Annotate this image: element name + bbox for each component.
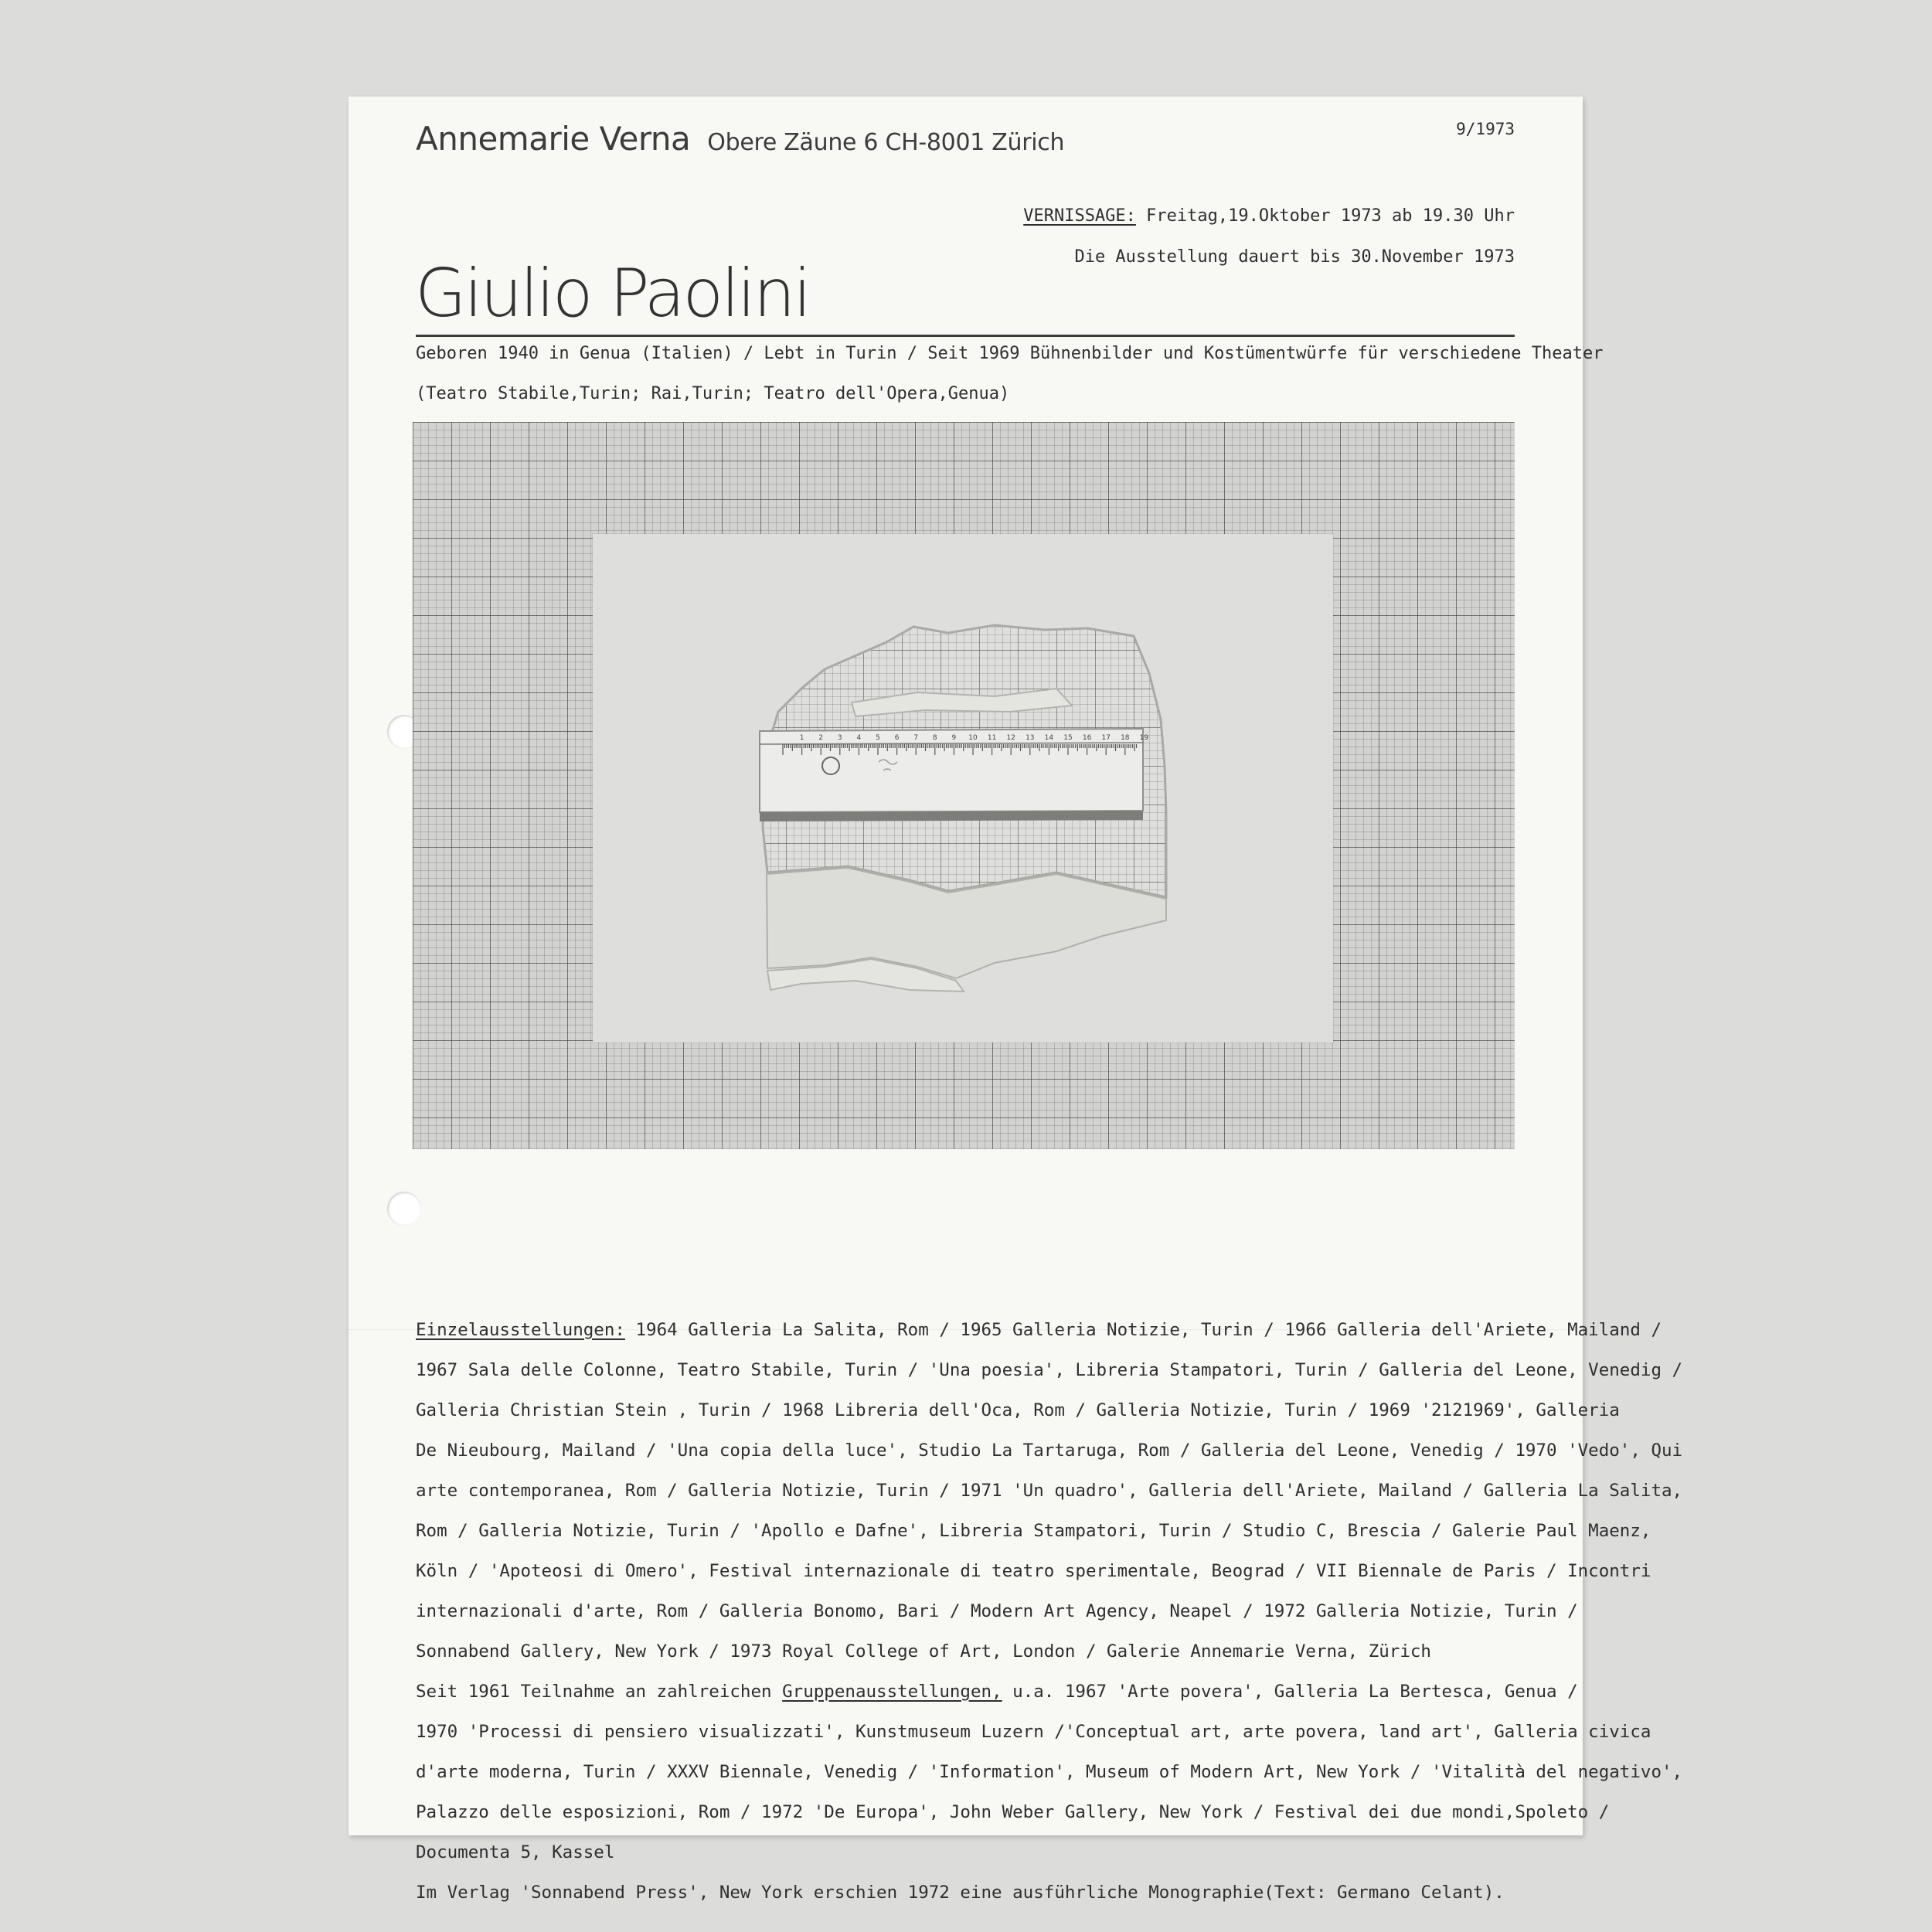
ruler-number: 11 bbox=[987, 734, 997, 742]
text-line: Sonnabend Gallery, New York / 1973 Royal College of Art, London / Galerie Annemarie Verna, Zürich bbox=[416, 1641, 1431, 1662]
artist-bio-line: Geboren 1940 in Genua (Italien) / Lebt in Turin / Seit 1969 Bühnenbilder und Kostümentwürfe für verschiedene Theater bbox=[416, 344, 1604, 363]
ruler-number: 19 bbox=[1139, 734, 1149, 742]
text-line: De Nieubourg, Mailand / 'Una copia della luce', Studio La Tartaruga, Rom / Galleria del Leone, Venedig / 1970 'Vedo', Qui bbox=[416, 1440, 1683, 1461]
solo-exhibitions-first-line bbox=[416, 1310, 1682, 1350]
torn-opening-graphic bbox=[593, 534, 1333, 1043]
title-rule bbox=[416, 335, 1515, 337]
artist-bio-line: (Teatro Stabile,Turin; Rai,Turin; Teatro dell'Opera,Genua) bbox=[416, 384, 1010, 403]
torn-paper-card bbox=[593, 534, 1333, 1043]
artist-name: Giulio Paolini bbox=[415, 255, 810, 332]
ruler-number: 7 bbox=[913, 734, 919, 742]
solo-text: 1964 Galleria La Salita, Rom / 1965 Galleria Notizie, Turin / 1966 Galleria dell'Ariete, Mailand / bbox=[624, 1320, 1662, 1340]
invitation-sheet bbox=[349, 97, 1683, 1903]
ruler-number: 16 bbox=[1082, 734, 1092, 742]
publication-note: Im Verlag 'Sonnabend Press', New York erschien 1972 eine ausführliche Monographie(Text: Germano Celant). bbox=[416, 1883, 1505, 1903]
text-line: internazionali d'arte, Rom / Galleria Bonomo, Bari / Modern Art Agency, Neapel / 1972 Galleria Notizie, Turin / bbox=[416, 1601, 1578, 1621]
solo-label: Einzelausstellungen: bbox=[416, 1320, 625, 1340]
text-line: d'arte moderna, Turin / XXXV Biennale, Venedig / 'Information', Museum of Modern Art, New York / 'Vitalità del negativo', bbox=[416, 1762, 1683, 1782]
group-text: u.a. 1967 'Arte povera', Galleria La Bertesca, Genua / bbox=[1002, 1682, 1578, 1702]
text-line: Palazzo delle esposizioni, Rom / 1972 'De Europa', John Weber Gallery, New York / Festival dei due mondi,Spoleto / bbox=[416, 1802, 1610, 1822]
issue-number: 9/1973 bbox=[1456, 120, 1515, 138]
group-label: Gruppenausstellungen, bbox=[782, 1682, 1002, 1702]
artwork-photo bbox=[413, 422, 1515, 1149]
ruler-number: 14 bbox=[1044, 734, 1054, 742]
opening-date: Freitag,19.Oktober 1973 ab 19.30 Uhr bbox=[1135, 206, 1515, 226]
group-exhibitions-first-line bbox=[416, 1672, 1682, 1712]
ruler-number: 10 bbox=[968, 734, 978, 742]
text-line: Köln / 'Apoteosi di Omero', Festival internazionale di teatro sperimentale, Beograd / VII Biennale de Paris / Incontri bbox=[416, 1561, 1651, 1581]
text-line: Documenta 5, Kassel bbox=[416, 1842, 615, 1862]
punch-hole-lower bbox=[387, 1192, 421, 1226]
text-line: Rom / Galleria Notizie, Turin / 'Apollo e Dafne', Libreria Stampatori, Turin / Studio C, Brescia / Galerie Paul Maenz, bbox=[416, 1521, 1651, 1541]
ruler-number: 18 bbox=[1121, 734, 1130, 742]
gallery-address: Obere Zäune 6 CH-8001 Zürich bbox=[707, 129, 1065, 156]
ruler-number: 9 bbox=[951, 734, 957, 742]
exhibition-history bbox=[416, 1310, 1682, 1913]
ruler-number: 17 bbox=[1101, 734, 1111, 742]
group-prefix: Seit 1961 Teilnahme an zahlreichen bbox=[416, 1682, 783, 1702]
ruler bbox=[760, 729, 1148, 821]
opening-label: VERNISSAGE: bbox=[1023, 206, 1136, 226]
exhibition-duration: Die Ausstellung dauert bis 30.November 1973 bbox=[1074, 247, 1515, 267]
ruler-number: 1 bbox=[799, 734, 804, 742]
ruler-number: 3 bbox=[837, 734, 842, 742]
gallery-letterhead bbox=[416, 120, 1064, 158]
ruler-number: 8 bbox=[932, 734, 937, 742]
text-line: 1970 'Processi di pensiero visualizzati', Kunstmuseum Luzern /'Conceptual art, arte povera, land art', Galleria civica bbox=[416, 1722, 1651, 1742]
ruler-number: 13 bbox=[1026, 734, 1035, 742]
ruler-number: 12 bbox=[1006, 734, 1015, 742]
ruler-number: 15 bbox=[1063, 734, 1073, 742]
opening-line bbox=[1023, 206, 1515, 226]
ruler-number: 2 bbox=[818, 734, 824, 742]
text-line: 1967 Sala delle Colonne, Teatro Stabile, Turin / 'Una poesia', Libreria Stampatori, Turin / Galleria del Leone, Venedig / bbox=[416, 1360, 1683, 1380]
gallery-name: Annemarie Verna bbox=[416, 120, 691, 158]
text-line: arte contemporanea, Rom / Galleria Notizie, Turin / 1971 'Un quadro', Galleria dell'Ariete, Mailand / Galleria La Salita, bbox=[416, 1481, 1683, 1501]
ruler-number: 6 bbox=[894, 734, 900, 742]
ruler-number: 4 bbox=[856, 734, 862, 742]
text-line: Galleria Christian Stein , Turin / 1968 Libreria dell'Oca, Rom / Galleria Notizie, Turin / 1969 '2121969', Galleria bbox=[416, 1400, 1620, 1420]
ruler-number: 5 bbox=[876, 734, 880, 742]
